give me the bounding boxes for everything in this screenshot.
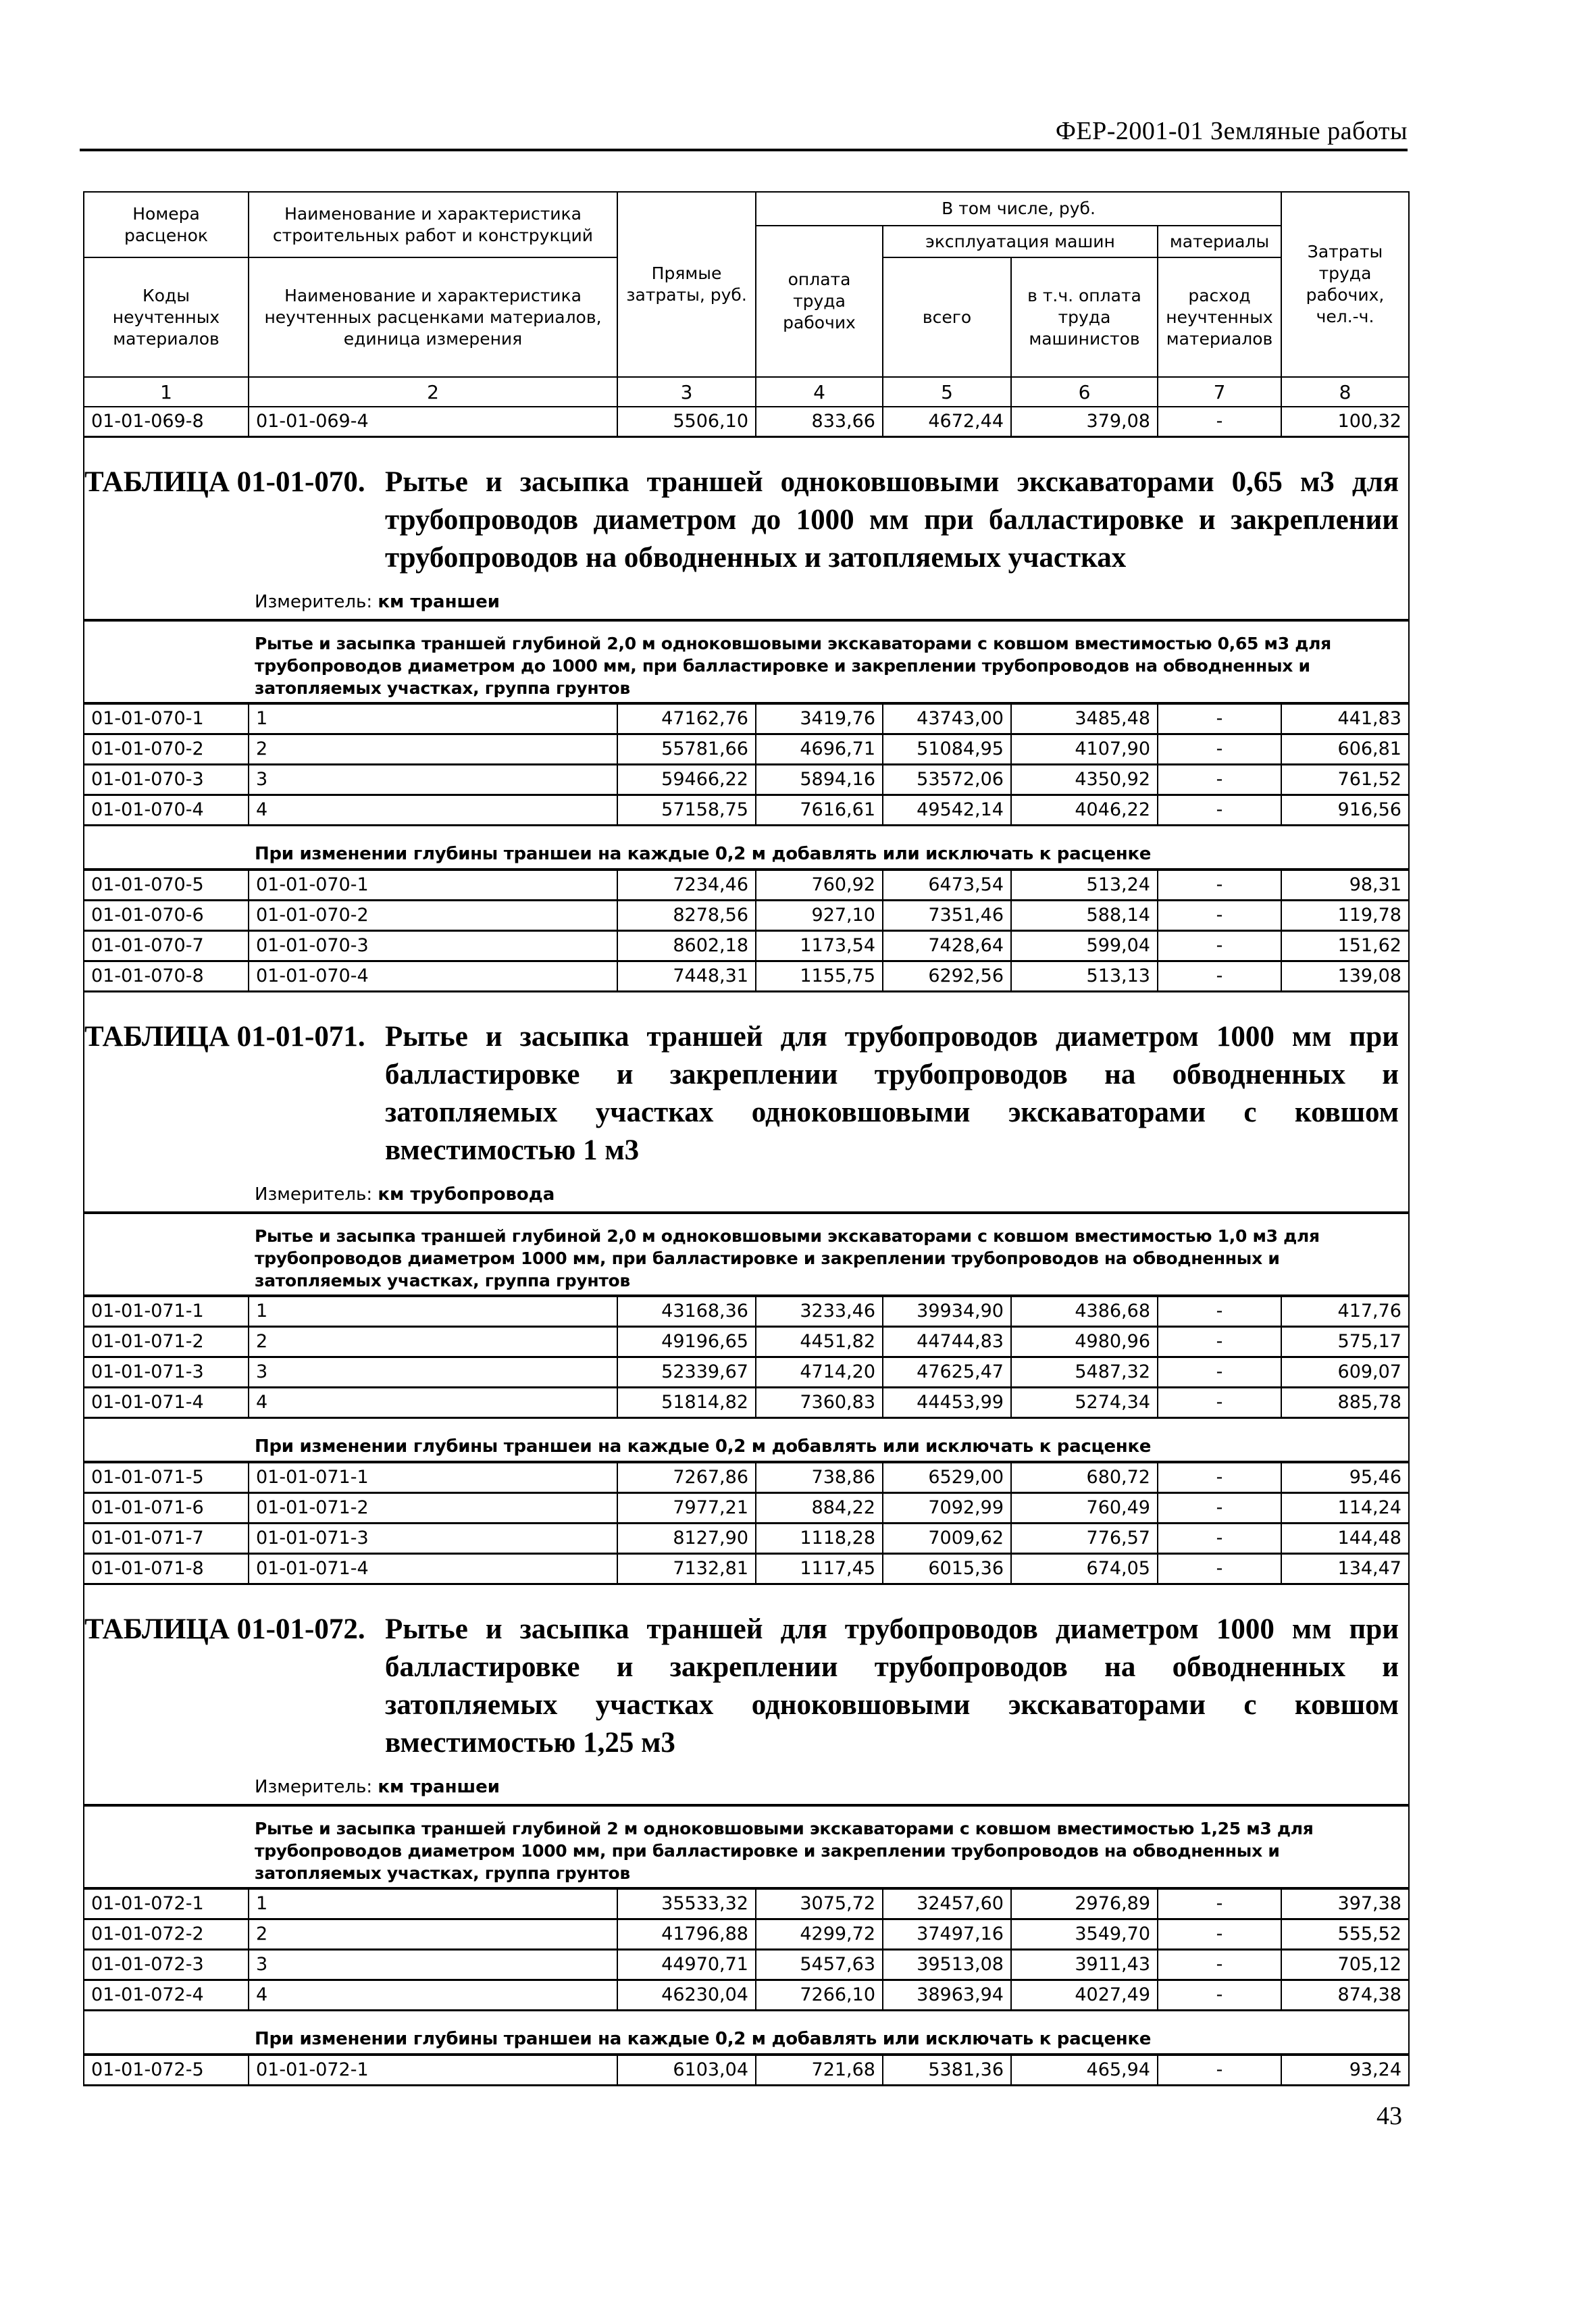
machine-total: 6529,00 <box>883 1462 1011 1493</box>
direct-costs: 7977,21 <box>617 1493 756 1524</box>
worker-pay: 7360,83 <box>756 1388 883 1418</box>
worker-pay: 927,10 <box>756 901 883 931</box>
direct-costs: 6103,04 <box>617 2055 756 2086</box>
direct-costs: 46230,04 <box>617 1980 756 2011</box>
work-description-row <box>84 1805 1409 1888</box>
table-section-title <box>84 437 1409 621</box>
material-consumption: - <box>1158 931 1281 961</box>
worker-pay: 4451,82 <box>756 1327 883 1357</box>
page-number: 43 <box>1376 2102 1402 2130</box>
section-heading <box>84 992 1408 1169</box>
column-number: 3 <box>617 377 756 407</box>
table-title: Рытье и засыпка траншей для трубопроводов диаметром 1000 мм при балластировке и закреплении трубопроводов на обводненных и затопляемых участках одноковшовыми экскаваторами с ковшом вместимостью 1,25 м3 <box>385 1613 1399 1759</box>
unit-value: км траншеи <box>378 1777 500 1797</box>
rate-code: 01-01-070-5 <box>84 870 249 901</box>
rate-reference: 01-01-071-1 <box>249 1462 617 1493</box>
labor-hours: 916,56 <box>1281 795 1409 826</box>
work-description: Рытье и засыпка траншей глубиной 2,0 м одноковшовыми экскаваторами с ковшом вместимостью 0,65 м3 для трубопроводов диаметром до 1000 мм, при балластировке и закреплении трубопроводов на обводненных и затопляемых участках, группа грунтов <box>255 634 1331 698</box>
rate-code: 01-01-071-2 <box>84 1327 249 1357</box>
material-consumption: - <box>1158 1357 1281 1388</box>
labor-hours: 397,38 <box>1281 1888 1409 1919</box>
rate-code: 01-01-070-7 <box>84 931 249 961</box>
work-description-row <box>84 1213 1409 1296</box>
rate-reference: 01-01-070-1 <box>249 870 617 901</box>
rate-reference: 01-01-069-4 <box>249 407 617 437</box>
machine-total: 6473,54 <box>883 870 1011 901</box>
worker-pay: 5894,16 <box>756 765 883 795</box>
machine-total: 51084,95 <box>883 734 1011 765</box>
rate-reference: 01-01-072-1 <box>249 2055 617 2086</box>
operator-pay: 2976,89 <box>1011 1888 1158 1919</box>
machine-total: 39934,90 <box>883 1296 1011 1327</box>
material-consumption: - <box>1158 765 1281 795</box>
material-consumption: - <box>1158 901 1281 931</box>
column-number: 8 <box>1281 377 1409 407</box>
rate-reference: 01-01-071-3 <box>249 1524 617 1554</box>
table-number: ТАБЛИЦА 01-01-070. <box>84 466 365 498</box>
rate-code: 01-01-072-1 <box>84 1888 249 1919</box>
unit-label: Измеритель: <box>255 1184 373 1205</box>
depth-adjustment-note: При изменении глубины траншеи на каждые 0,2 м добавлять или исключать к расценке <box>255 2029 1152 2049</box>
column-number: 6 <box>1011 377 1158 407</box>
operator-pay: 4027,49 <box>1011 1980 1158 2011</box>
operator-pay: 3911,43 <box>1011 1950 1158 1980</box>
operator-pay: 599,04 <box>1011 931 1158 961</box>
rate-reference: 1 <box>249 703 617 734</box>
worker-pay: 7616,61 <box>756 795 883 826</box>
table-title: Рытье и засыпка траншей одноковшовыми экскаваторами 0,65 м3 для трубопроводов диаметром до 1000 мм при балластировке и закреплении трубопроводов на обводненных и затопляемых участках <box>385 466 1399 574</box>
operator-pay: 4107,90 <box>1011 734 1158 765</box>
machine-total: 38963,94 <box>883 1980 1011 2011</box>
machine-total: 4672,44 <box>883 407 1011 437</box>
header-rate-numbers: Номера расценок <box>84 192 249 257</box>
table-row <box>84 795 1409 826</box>
rate-code: 01-01-071-1 <box>84 1296 249 1327</box>
header-machine-total: всего <box>883 257 1011 377</box>
table-section-title <box>84 1584 1409 1806</box>
unit-value: км трубопровода <box>378 1184 555 1205</box>
material-consumption: - <box>1158 1388 1281 1418</box>
rate-code: 01-01-071-4 <box>84 1388 249 1418</box>
header-material-name: Наименование и характеристика неучтенных расценками материалов, единица измерения <box>249 257 617 377</box>
machine-total: 7428,64 <box>883 931 1011 961</box>
machine-total: 7092,99 <box>883 1493 1011 1524</box>
worker-pay: 3233,46 <box>756 1296 883 1327</box>
labor-hours: 98,31 <box>1281 870 1409 901</box>
machine-total: 7009,62 <box>883 1524 1011 1554</box>
rate-code: 01-01-070-3 <box>84 765 249 795</box>
depth-adjustment-heading-row <box>84 2011 1409 2055</box>
worker-pay: 1173,54 <box>756 931 883 961</box>
operator-pay: 3485,48 <box>1011 703 1158 734</box>
direct-costs: 8602,18 <box>617 931 756 961</box>
rate-reference: 3 <box>249 1950 617 1980</box>
direct-costs: 47162,76 <box>617 703 756 734</box>
machine-total: 53572,06 <box>883 765 1011 795</box>
unit-of-measure <box>255 1169 1408 1211</box>
material-consumption: - <box>1158 795 1281 826</box>
labor-hours: 761,52 <box>1281 765 1409 795</box>
table-row <box>84 1919 1409 1950</box>
rate-code: 01-01-070-2 <box>84 734 249 765</box>
work-description-row <box>84 620 1409 703</box>
page-header <box>80 115 1408 151</box>
material-consumption: - <box>1158 407 1281 437</box>
operator-pay: 4350,92 <box>1011 765 1158 795</box>
operator-pay: 5487,32 <box>1011 1357 1158 1388</box>
labor-hours: 114,24 <box>1281 1493 1409 1524</box>
work-description: Рытье и засыпка траншей глубиной 2,0 м одноковшовыми экскаваторами с ковшом вместимостью 1,0 м3 для трубопроводов диаметром 1000 мм, при балластировке и закреплении трубопроводов на обводненных и затопляемых участках, группа грунтов <box>255 1226 1320 1290</box>
header-operator-pay: в т.ч. оплата труда машинистов <box>1011 257 1158 377</box>
column-number: 2 <box>249 377 617 407</box>
header-machine-operation: эксплуатация машин <box>883 226 1158 257</box>
rate-reference: 2 <box>249 1327 617 1357</box>
worker-pay: 738,86 <box>756 1462 883 1493</box>
worker-pay: 5457,63 <box>756 1950 883 1980</box>
table-row <box>84 2055 1409 2086</box>
document-title: ФЕР-2001-01 Земляные работы <box>1055 117 1408 145</box>
material-consumption: - <box>1158 734 1281 765</box>
direct-costs: 35533,32 <box>617 1888 756 1919</box>
operator-pay: 4046,22 <box>1011 795 1158 826</box>
rate-code: 01-01-072-4 <box>84 1980 249 2011</box>
direct-costs: 59466,22 <box>617 765 756 795</box>
machine-total: 39513,08 <box>883 1950 1011 1980</box>
table-row <box>84 1524 1409 1554</box>
table-row <box>84 1493 1409 1524</box>
rate-code: 01-01-072-5 <box>84 2055 249 2086</box>
material-consumption: - <box>1158 1524 1281 1554</box>
machine-total: 5381,36 <box>883 2055 1011 2086</box>
unit-of-measure <box>255 577 1408 619</box>
rate-reference: 01-01-071-2 <box>249 1493 617 1524</box>
operator-pay: 680,72 <box>1011 1462 1158 1493</box>
worker-pay: 4299,72 <box>756 1919 883 1950</box>
header-direct-costs: Прямые затраты, руб. <box>617 192 756 377</box>
section-heading <box>84 1585 1408 1762</box>
work-description: Рытье и засыпка траншей глубиной 2 м одноковшовыми экскаваторами с ковшом вместимостью 1,25 м3 для трубопроводов диаметром 1000 мм, при балластировке и закреплении трубопроводов на обводненных и затопляемых участках, группа грунтов <box>255 1819 1314 1883</box>
operator-pay: 674,05 <box>1011 1554 1158 1584</box>
table-row <box>84 1888 1409 1919</box>
header-material-consumption: расход неучтенных материалов <box>1158 257 1281 377</box>
rate-reference: 2 <box>249 1919 617 1950</box>
worker-pay: 1117,45 <box>756 1554 883 1584</box>
machine-total: 44744,83 <box>883 1327 1011 1357</box>
machine-total: 43743,00 <box>883 703 1011 734</box>
rate-reference: 4 <box>249 1980 617 2011</box>
operator-pay: 776,57 <box>1011 1524 1158 1554</box>
rate-code: 01-01-069-8 <box>84 407 249 437</box>
column-number: 4 <box>756 377 883 407</box>
rate-code: 01-01-070-4 <box>84 795 249 826</box>
direct-costs: 49196,65 <box>617 1327 756 1357</box>
direct-costs: 41796,88 <box>617 1919 756 1950</box>
header-materials: материалы <box>1158 226 1281 257</box>
operator-pay: 5274,34 <box>1011 1388 1158 1418</box>
worker-pay: 760,92 <box>756 870 883 901</box>
rate-reference: 01-01-070-4 <box>249 961 617 992</box>
operator-pay: 4386,68 <box>1011 1296 1158 1327</box>
material-consumption: - <box>1158 1327 1281 1357</box>
column-numbers-row <box>84 377 1409 407</box>
table-row <box>84 901 1409 931</box>
operator-pay: 588,14 <box>1011 901 1158 931</box>
labor-hours: 100,32 <box>1281 407 1409 437</box>
direct-costs: 55781,66 <box>617 734 756 765</box>
rate-code: 01-01-072-3 <box>84 1950 249 1980</box>
worker-pay: 1155,75 <box>756 961 883 992</box>
worker-pay: 721,68 <box>756 2055 883 2086</box>
unit-value: км траншеи <box>378 592 500 612</box>
material-consumption: - <box>1158 2055 1281 2086</box>
direct-costs: 7448,31 <box>617 961 756 992</box>
labor-hours: 874,38 <box>1281 1980 1409 2011</box>
direct-costs: 5506,10 <box>617 407 756 437</box>
table-title: Рытье и засыпка траншей для трубопроводов диаметром 1000 мм при балластировке и закреплении трубопроводов на обводненных и затопляемых участках одноковшовыми экскаваторами с ковшом вместимостью 1 м3 <box>385 1021 1399 1166</box>
labor-hours: 144,48 <box>1281 1524 1409 1554</box>
table-row <box>84 1327 1409 1357</box>
operator-pay: 379,08 <box>1011 407 1158 437</box>
material-consumption: - <box>1158 703 1281 734</box>
material-consumption: - <box>1158 1554 1281 1584</box>
labor-hours: 885,78 <box>1281 1388 1409 1418</box>
direct-costs: 44970,71 <box>617 1950 756 1980</box>
labor-hours: 139,08 <box>1281 961 1409 992</box>
operator-pay: 513,24 <box>1011 870 1158 901</box>
direct-costs: 52339,67 <box>617 1357 756 1388</box>
material-consumption: - <box>1158 961 1281 992</box>
machine-total: 7351,46 <box>883 901 1011 931</box>
direct-costs: 7234,46 <box>617 870 756 901</box>
material-consumption: - <box>1158 1888 1281 1919</box>
column-number: 5 <box>883 377 1011 407</box>
machine-total: 37497,16 <box>883 1919 1011 1950</box>
section-heading <box>84 438 1408 577</box>
table-row <box>84 1296 1409 1327</box>
rate-reference: 01-01-070-2 <box>249 901 617 931</box>
table-row <box>84 765 1409 795</box>
direct-costs: 7267,86 <box>617 1462 756 1493</box>
unit-label: Измеритель: <box>255 592 373 612</box>
rate-code: 01-01-071-6 <box>84 1493 249 1524</box>
material-consumption: - <box>1158 1296 1281 1327</box>
operator-pay: 760,49 <box>1011 1493 1158 1524</box>
machine-total: 6015,36 <box>883 1554 1011 1584</box>
rate-reference: 4 <box>249 1388 617 1418</box>
worker-pay: 3075,72 <box>756 1888 883 1919</box>
table-row <box>84 931 1409 961</box>
labor-hours: 134,47 <box>1281 1554 1409 1584</box>
worker-pay: 833,66 <box>756 407 883 437</box>
machine-total: 49542,14 <box>883 795 1011 826</box>
rate-code: 01-01-071-3 <box>84 1357 249 1388</box>
material-consumption: - <box>1158 1462 1281 1493</box>
labor-hours: 93,24 <box>1281 2055 1409 2086</box>
material-consumption: - <box>1158 1950 1281 1980</box>
direct-costs: 51814,82 <box>617 1388 756 1418</box>
rate-code: 01-01-070-8 <box>84 961 249 992</box>
table-row <box>84 407 1409 437</box>
rate-reference: 2 <box>249 734 617 765</box>
depth-adjustment-note: При изменении глубины траншеи на каждые 0,2 м добавлять или исключать к расценке <box>255 844 1152 864</box>
rates-table <box>83 191 1410 2086</box>
worker-pay: 3419,76 <box>756 703 883 734</box>
labor-hours: 606,81 <box>1281 734 1409 765</box>
labor-hours: 575,17 <box>1281 1327 1409 1357</box>
labor-hours: 151,62 <box>1281 931 1409 961</box>
machine-total: 32457,60 <box>883 1888 1011 1919</box>
table-row <box>84 1980 1409 2011</box>
header-including-group: В том числе, руб. <box>756 192 1281 226</box>
worker-pay: 1118,28 <box>756 1524 883 1554</box>
rate-code: 01-01-071-5 <box>84 1462 249 1493</box>
table-section-title <box>84 992 1409 1213</box>
rate-code: 01-01-070-1 <box>84 703 249 734</box>
machine-total: 6292,56 <box>883 961 1011 992</box>
labor-hours: 417,76 <box>1281 1296 1409 1327</box>
rate-reference: 4 <box>249 795 617 826</box>
material-consumption: - <box>1158 870 1281 901</box>
unit-label: Измеритель: <box>255 1777 373 1797</box>
operator-pay: 513,13 <box>1011 961 1158 992</box>
column-number: 7 <box>1158 377 1281 407</box>
rate-reference: 3 <box>249 1357 617 1388</box>
rate-reference: 01-01-071-4 <box>249 1554 617 1584</box>
table-row <box>84 1357 1409 1388</box>
worker-pay: 4696,71 <box>756 734 883 765</box>
material-consumption: - <box>1158 1493 1281 1524</box>
table-row <box>84 961 1409 992</box>
table-number: ТАБЛИЦА 01-01-072. <box>84 1613 365 1645</box>
table-row <box>84 870 1409 901</box>
material-consumption: - <box>1158 1919 1281 1950</box>
labor-hours: 95,46 <box>1281 1462 1409 1493</box>
machine-total: 44453,99 <box>883 1388 1011 1418</box>
direct-costs: 43168,36 <box>617 1296 756 1327</box>
direct-costs: 8127,90 <box>617 1524 756 1554</box>
material-consumption: - <box>1158 1980 1281 2011</box>
column-number: 1 <box>84 377 249 407</box>
direct-costs: 7132,81 <box>617 1554 756 1584</box>
table-row <box>84 1554 1409 1584</box>
labor-hours: 609,07 <box>1281 1357 1409 1388</box>
table-row <box>84 1388 1409 1418</box>
direct-costs: 8278,56 <box>617 901 756 931</box>
rate-code: 01-01-072-2 <box>84 1919 249 1950</box>
rate-code: 01-01-071-8 <box>84 1554 249 1584</box>
depth-adjustment-heading-row <box>84 1418 1409 1463</box>
operator-pay: 3549,70 <box>1011 1919 1158 1950</box>
labor-hours: 555,52 <box>1281 1919 1409 1950</box>
header-work-name: Наименование и характеристика строительных работ и конструкций <box>249 192 617 257</box>
depth-adjustment-heading-row <box>84 826 1409 870</box>
rate-code: 01-01-071-7 <box>84 1524 249 1554</box>
unit-of-measure <box>255 1762 1408 1804</box>
rate-reference: 1 <box>249 1888 617 1919</box>
labor-hours: 705,12 <box>1281 1950 1409 1980</box>
operator-pay: 4980,96 <box>1011 1327 1158 1357</box>
labor-hours: 119,78 <box>1281 901 1409 931</box>
rate-reference: 3 <box>249 765 617 795</box>
worker-pay: 4714,20 <box>756 1357 883 1388</box>
table-row <box>84 1950 1409 1980</box>
table-row <box>84 703 1409 734</box>
rate-reference: 1 <box>249 1296 617 1327</box>
worker-pay: 7266,10 <box>756 1980 883 2011</box>
direct-costs: 57158,75 <box>617 795 756 826</box>
table-number: ТАБЛИЦА 01-01-071. <box>84 1021 365 1053</box>
machine-total: 47625,47 <box>883 1357 1011 1388</box>
header-material-codes: Коды неучтенных материалов <box>84 257 249 377</box>
labor-hours: 441,83 <box>1281 703 1409 734</box>
rate-reference: 01-01-070-3 <box>249 931 617 961</box>
header-worker-pay: оплата труда рабочих <box>756 226 883 377</box>
header-labor-hours: Затраты труда рабочих, чел.-ч. <box>1281 192 1409 377</box>
table-row <box>84 734 1409 765</box>
table-row <box>84 1462 1409 1493</box>
rate-code: 01-01-070-6 <box>84 901 249 931</box>
depth-adjustment-note: При изменении глубины траншеи на каждые 0,2 м добавлять или исключать к расценке <box>255 1436 1152 1457</box>
worker-pay: 884,22 <box>756 1493 883 1524</box>
operator-pay: 465,94 <box>1011 2055 1158 2086</box>
